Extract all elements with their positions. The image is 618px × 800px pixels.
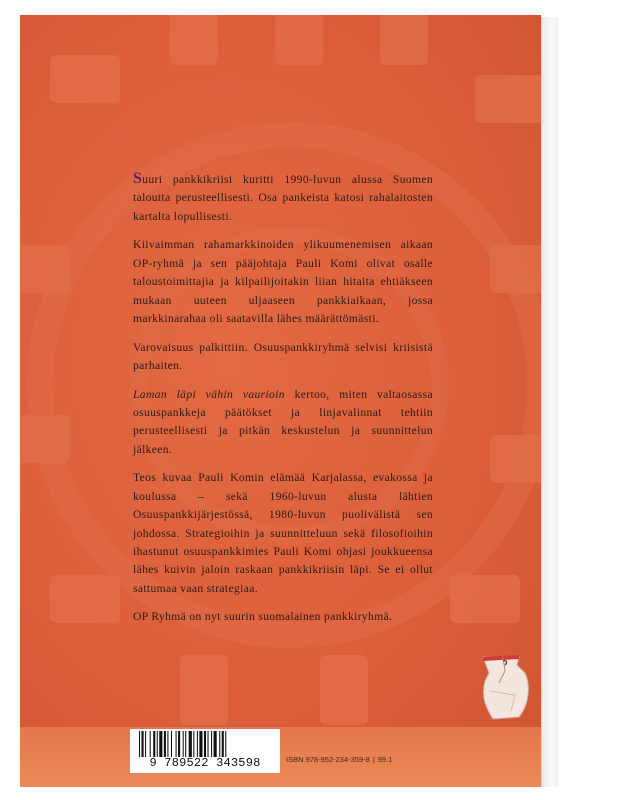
book-spine-edge: [541, 17, 558, 787]
barcode-bars: [139, 731, 271, 757]
blurb-paragraph-1: Suuri pankkikriisi kuritti 1990-luvun alussa Suomen taloutta perusteellisesti. Osa pankeista katosi rahalaitosten kartalta lopullisesti.: [133, 170, 433, 223]
book-title-italic: Laman läpi vähin vaurioin: [133, 387, 285, 401]
book-back-cover: [20, 15, 541, 787]
barcode-number: 9 789522 343598: [149, 756, 261, 770]
barcode: [130, 729, 280, 773]
blurb-paragraph-2: Kiivaimman rahamarkkinoiden ylikuumenemisen aikaan OP-ryhmä ja sen pääjohtaja Pauli Komi olivat osalle taloustoimittajia ja kilpailijoitakin liian hitaita ehtiäkseen mukaan uuteen uljaaseen pankkiaikaan, jossa markkinarahaa oli saatavilla lähes määrättömästi.: [133, 238, 433, 326]
classification-number: 99.1: [377, 755, 393, 764]
blurb-paragraph-6: OP Ryhmä on nyt suurin suomalainen pankkiryhmä.: [133, 610, 393, 624]
isbn-line: [286, 755, 392, 764]
blurb-paragraph-5: Teos kuvaa Pauli Komin elämää Karjalassa, evakossa ja koulussa – sekä 1960-luvun alusta lähtien Osuuspankkijärjestössä, 1980-luvun puolivälistä sen johdossa. Strategioihin ja suunnitteluun sekä filosofioihin ihastunut osuuspankkimies Pauli Komi ohjasi joukkueensa lähes kuivin jaloin raskaan pankkikriisin läpi. Se ei ollut sattumaa vaan strategiaa.: [133, 471, 433, 595]
blurb-paragraph-4: Laman läpi vähin vaurioin kertoo, miten valtaosassa osuuspankkeja päätökset ja linjavalinnat tehtiin perusteellisesti ja pitkän keskustelun ja suunnittelun jälkeen.: [133, 387, 434, 456]
isbn-text: ISBN 978-952-234-359-8: [286, 755, 370, 764]
blurb-paragraph-3: Varovaisuus palkittiin. Osuuspankkiryhmä selvisi kriisistä parhaiten.: [133, 340, 433, 373]
broken-vase-icon: [475, 651, 533, 723]
isbn-separator: |: [372, 755, 375, 764]
drop-cap: S: [133, 170, 143, 187]
blurb-text: [133, 170, 433, 637]
bottom-band: [20, 727, 541, 787]
